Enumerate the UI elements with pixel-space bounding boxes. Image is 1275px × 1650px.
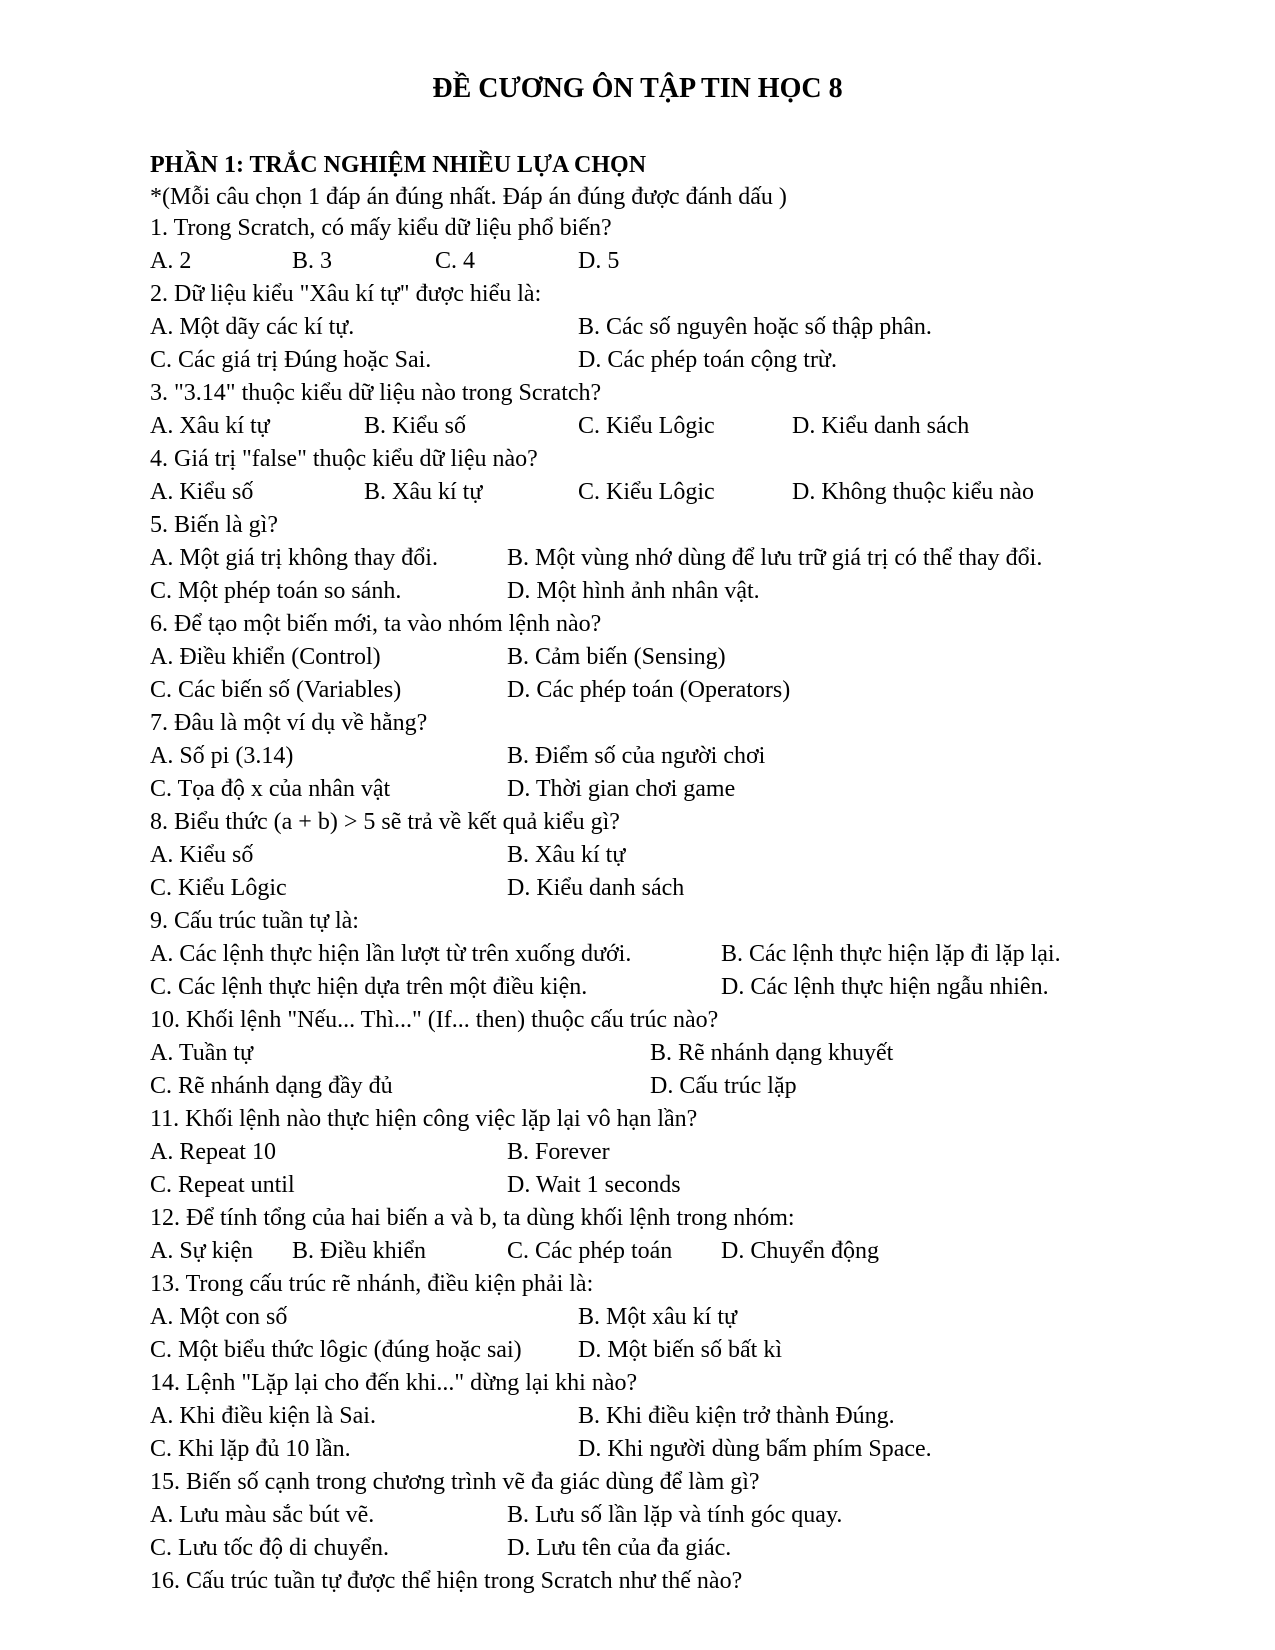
answer-row xyxy=(150,1533,1260,1566)
answer-option: A. Khi điều kiện là Sai. xyxy=(150,1403,376,1429)
answer-row xyxy=(150,477,1260,510)
answer-row xyxy=(150,774,1260,807)
answer-row xyxy=(150,1071,1260,1104)
answer-option: A. Một giá trị không thay đổi. xyxy=(150,545,438,571)
question-5 xyxy=(150,510,1260,609)
answer-option: C. Rẽ nhánh dạng đầy đủ xyxy=(150,1073,393,1099)
question-7 xyxy=(150,708,1260,807)
answer-option: D. Kiểu danh sách xyxy=(792,413,970,439)
answer-option: C. Lưu tốc độ di chuyển. xyxy=(150,1535,389,1561)
question-text: 13. Trong cấu trúc rẽ nhánh, điều kiện phải là: xyxy=(150,1271,594,1297)
instruction-note: *(Mỗi câu chọn 1 đáp án đúng nhất. Đáp án đúng được đánh dấu ) xyxy=(150,184,787,210)
answer-option: C. Kiểu Lôgic xyxy=(578,479,715,505)
answer-option: A. Số pi (3.14) xyxy=(150,743,294,769)
answer-option: B. Cảm biến (Sensing) xyxy=(507,644,726,670)
answer-row xyxy=(150,642,1260,675)
answer-row xyxy=(150,1401,1260,1434)
answer-row xyxy=(150,1434,1260,1467)
answer-option: B. Khi điều kiện trở thành Đúng. xyxy=(578,1403,895,1429)
answer-row xyxy=(150,972,1260,1005)
answer-row xyxy=(150,873,1260,906)
question-text: 10. Khối lệnh "Nếu... Thì..." (If... then) thuộc cấu trúc nào? xyxy=(150,1007,719,1033)
answer-row xyxy=(150,576,1260,609)
answer-option: C. Các phép toán xyxy=(507,1238,673,1264)
answer-option: B. Các số nguyên hoặc số thập phân. xyxy=(578,314,932,340)
answer-option: A. Xâu kí tự xyxy=(150,413,270,439)
answer-option: D. Một biến số bất kì xyxy=(578,1337,782,1363)
question-text: 5. Biến là gì? xyxy=(150,512,278,538)
question-8 xyxy=(150,807,1260,906)
question-14 xyxy=(150,1368,1260,1467)
answer-option: C. Repeat until xyxy=(150,1172,295,1198)
answer-row xyxy=(150,345,1260,378)
answer-option: D. Không thuộc kiểu nào xyxy=(792,479,1034,505)
answer-option: A. Lưu màu sắc bút vẽ. xyxy=(150,1502,375,1528)
answer-option: D. Wait 1 seconds xyxy=(507,1172,681,1198)
answer-option: D. Thời gian chơi game xyxy=(507,776,736,802)
answer-option: B. Điểm số của người chơi xyxy=(507,743,766,769)
answer-option: B. Forever xyxy=(507,1139,610,1165)
question-13 xyxy=(150,1269,1260,1368)
question-11 xyxy=(150,1104,1260,1203)
question-10 xyxy=(150,1005,1260,1104)
answer-option: B. Xâu kí tự xyxy=(507,842,626,868)
answer-option: B. 3 xyxy=(292,248,333,274)
question-text: 16. Cấu trúc tuần tự được thể hiện trong Scratch như thế nào? xyxy=(150,1568,743,1594)
question-2 xyxy=(150,279,1260,378)
question-text: 14. Lệnh "Lặp lại cho đến khi..." dừng lại khi nào? xyxy=(150,1370,638,1396)
answer-option: B. Một xâu kí tự xyxy=(578,1304,738,1330)
answer-option: D. Các phép toán (Operators) xyxy=(507,677,791,703)
answer-option: C. Tọa độ x của nhân vật xyxy=(150,776,391,802)
answer-option: B. Một vùng nhớ dùng để lưu trữ giá trị có thể thay đổi. xyxy=(507,545,1043,571)
answer-row xyxy=(150,939,1260,972)
answer-option: A. Một dãy các kí tự. xyxy=(150,314,355,340)
answer-option: D. Khi người dùng bấm phím Space. xyxy=(578,1436,932,1462)
answer-option: B. Lưu số lần lặp và tính góc quay. xyxy=(507,1502,843,1528)
question-1 xyxy=(150,213,1260,279)
document-title: ĐỀ CƯƠNG ÔN TẬP TIN HỌC 8 xyxy=(432,73,843,104)
question-6 xyxy=(150,609,1260,708)
answer-row xyxy=(150,1335,1260,1368)
question-text: 2. Dữ liệu kiểu "Xâu kí tự" được hiểu là: xyxy=(150,281,542,307)
answer-option: D. Các lệnh thực hiện ngẫu nhiên. xyxy=(721,974,1049,1000)
question-text: 7. Đâu là một ví dụ về hằng? xyxy=(150,710,428,736)
answer-row xyxy=(150,411,1260,444)
answer-row xyxy=(150,840,1260,873)
answer-option: C. Kiểu Lôgic xyxy=(150,875,287,901)
answer-option: A. 2 xyxy=(150,248,192,274)
answer-option: D. 5 xyxy=(578,248,620,274)
answer-option: A. Kiểu số xyxy=(150,842,254,868)
answer-option: B. Điều khiển xyxy=(292,1238,426,1264)
question-12 xyxy=(150,1203,1260,1269)
question-text: 3. "3.14" thuộc kiểu dữ liệu nào trong Scratch? xyxy=(150,380,602,406)
answer-row xyxy=(150,1137,1260,1170)
answer-row xyxy=(150,675,1260,708)
answer-option: A. Sự kiện xyxy=(150,1238,254,1264)
question-text: 15. Biến số cạnh trong chương trình vẽ đa giác dùng để làm gì? xyxy=(150,1469,760,1495)
answer-row xyxy=(150,1170,1260,1203)
answer-option: D. Cấu trúc lặp xyxy=(650,1073,797,1099)
question-15 xyxy=(150,1467,1260,1566)
answer-option: C. Khi lặp đủ 10 lần. xyxy=(150,1436,351,1462)
answer-option: C. Các lệnh thực hiện dựa trên một điều kiện. xyxy=(150,974,588,1000)
question-text: 8. Biểu thức (a + b) > 5 sẽ trả về kết quả kiểu gì? xyxy=(150,809,620,835)
answer-option: A. Một con số xyxy=(150,1304,288,1330)
answer-option: B. Kiểu số xyxy=(364,413,466,439)
question-text: 4. Giá trị "false" thuộc kiểu dữ liệu nào? xyxy=(150,446,538,472)
answer-option: A. Tuần tự xyxy=(150,1040,254,1066)
answer-row xyxy=(150,1038,1260,1071)
answer-row xyxy=(150,1236,1260,1269)
question-list xyxy=(150,213,1260,1599)
answer-option: C. Kiểu Lôgic xyxy=(578,413,715,439)
answer-option: C. Một phép toán so sánh. xyxy=(150,578,402,604)
section-heading: PHẦN 1: TRẮC NGHIỆM NHIỀU LỰA CHỌN xyxy=(150,152,647,178)
question-4 xyxy=(150,444,1260,510)
answer-option: D. Lưu tên của đa giác. xyxy=(507,1535,732,1561)
answer-option: D. Kiểu danh sách xyxy=(507,875,685,901)
question-text: 1. Trong Scratch, có mấy kiểu dữ liệu phổ biến? xyxy=(150,215,612,241)
answer-option: A. Điều khiển (Control) xyxy=(150,644,381,670)
answer-option: D. Các phép toán cộng trừ. xyxy=(578,347,837,373)
answer-option: A. Kiểu số xyxy=(150,479,254,505)
answer-option: C. Các giá trị Đúng hoặc Sai. xyxy=(150,347,432,373)
answer-option: C. Một biểu thức lôgic (đúng hoặc sai) xyxy=(150,1337,522,1363)
answer-row xyxy=(150,741,1260,774)
question-16 xyxy=(150,1566,1260,1599)
answer-row xyxy=(150,246,1260,279)
answer-row xyxy=(150,312,1260,345)
question-text: 12. Để tính tổng của hai biến a và b, ta dùng khối lệnh trong nhóm: xyxy=(150,1205,795,1231)
answer-option: B. Các lệnh thực hiện lặp đi lặp lại. xyxy=(721,941,1061,967)
answer-option: B. Rẽ nhánh dạng khuyết xyxy=(650,1040,894,1066)
answer-row xyxy=(150,543,1260,576)
answer-option: B. Xâu kí tự xyxy=(364,479,483,505)
answer-row xyxy=(150,1500,1260,1533)
answer-option: A. Repeat 10 xyxy=(150,1139,276,1165)
answer-option: C. Các biến số (Variables) xyxy=(150,677,402,703)
answer-option: C. 4 xyxy=(435,248,476,274)
question-9 xyxy=(150,906,1260,1005)
question-text: 9. Cấu trúc tuần tự là: xyxy=(150,908,359,934)
question-text: 11. Khối lệnh nào thực hiện công việc lặp lại vô hạn lần? xyxy=(150,1106,698,1132)
answer-row xyxy=(150,1302,1260,1335)
answer-option: D. Một hình ảnh nhân vật. xyxy=(507,578,760,604)
question-text: 6. Để tạo một biến mới, ta vào nhóm lệnh nào? xyxy=(150,611,602,637)
question-3 xyxy=(150,378,1260,444)
answer-option: A. Các lệnh thực hiện lần lượt từ trên xuống dưới. xyxy=(150,941,632,967)
answer-option: D. Chuyển động xyxy=(721,1238,879,1264)
